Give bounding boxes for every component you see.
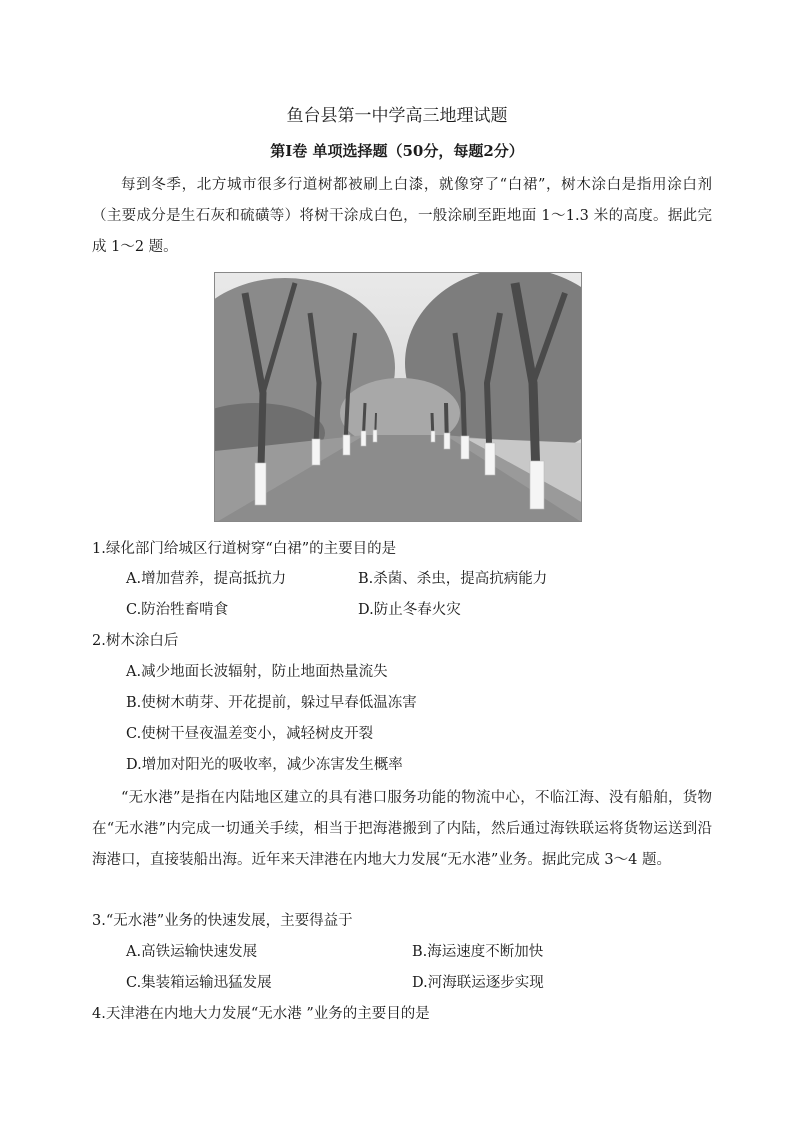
q1-option-b: B.杀菌、杀虫，提高抗病能力 — [358, 571, 548, 587]
question-2-stem: 2.树木涂白后 — [92, 633, 179, 649]
passage-whitewash: 每到冬季，北方城市很多行道树都被刷上白漆，就像穿了“白裙”，树木涂白是指用涂白剂（主要成分是生石灰和硫磺等）将树干涂成白色，一般涂刷至距地面 1～1.3 米的高度。据此完成 1～2 题。 — [92, 177, 712, 255]
tree-road-illustration — [215, 273, 582, 522]
exam-title: 鱼台县第一中学高三地理试题 — [286, 106, 508, 126]
question-4-stem: 4.天津港在内地大力发展“无水港 ”业务的主要目的是 — [92, 1006, 430, 1022]
q3-option-b: B.海运速度不断加快 — [412, 944, 544, 960]
section-heading: 第Ⅰ卷 单项选择题（50分，每题2分） — [270, 142, 524, 160]
q2-option-d: D.增加对阳光的吸收率，减少冻害发生概率 — [126, 757, 403, 773]
q2-option-a: A.减少地面长波辐射，防止地面热量流失 — [126, 664, 388, 680]
question-1-stem: 1.绿化部门给城区行道树穿“白裙”的主要目的是 — [92, 541, 397, 557]
q1-option-c: C.防治牲畜啃食 — [126, 602, 229, 618]
q3-option-c: C.集装箱运输迅猛发展 — [126, 975, 272, 991]
q3-option-d: D.河海联运逐步实现 — [412, 975, 544, 991]
q1-option-a: A.增加营养，提高抵抗力 — [126, 571, 287, 587]
q2-option-c: C.使树干昼夜温差变小，减轻树皮开裂 — [126, 726, 374, 742]
q3-option-a: A.高铁运输快速发展 — [126, 944, 258, 960]
q1-option-d: D.防止冬春火灾 — [358, 602, 461, 618]
q2-option-b: B.使树木萌芽、开花提前，躲过早春低温冻害 — [126, 695, 417, 711]
question-3-stem: 3.“无水港”业务的快速发展，主要得益于 — [92, 913, 353, 929]
tree-road-photo — [214, 272, 582, 522]
passage-dry-port: “无水港”是指在内陆地区建立的具有港口服务功能的物流中心，不临江海、没有船舶，货物在“无水港”内完成一切通关手续，相当于把海港搬到了内陆，然后通过海铁联运将货物运送到沿海港口，直接装船出海。近年来天津港在内地大力发展“无水港”业务。据此完成 3～4 题。 — [92, 790, 712, 868]
